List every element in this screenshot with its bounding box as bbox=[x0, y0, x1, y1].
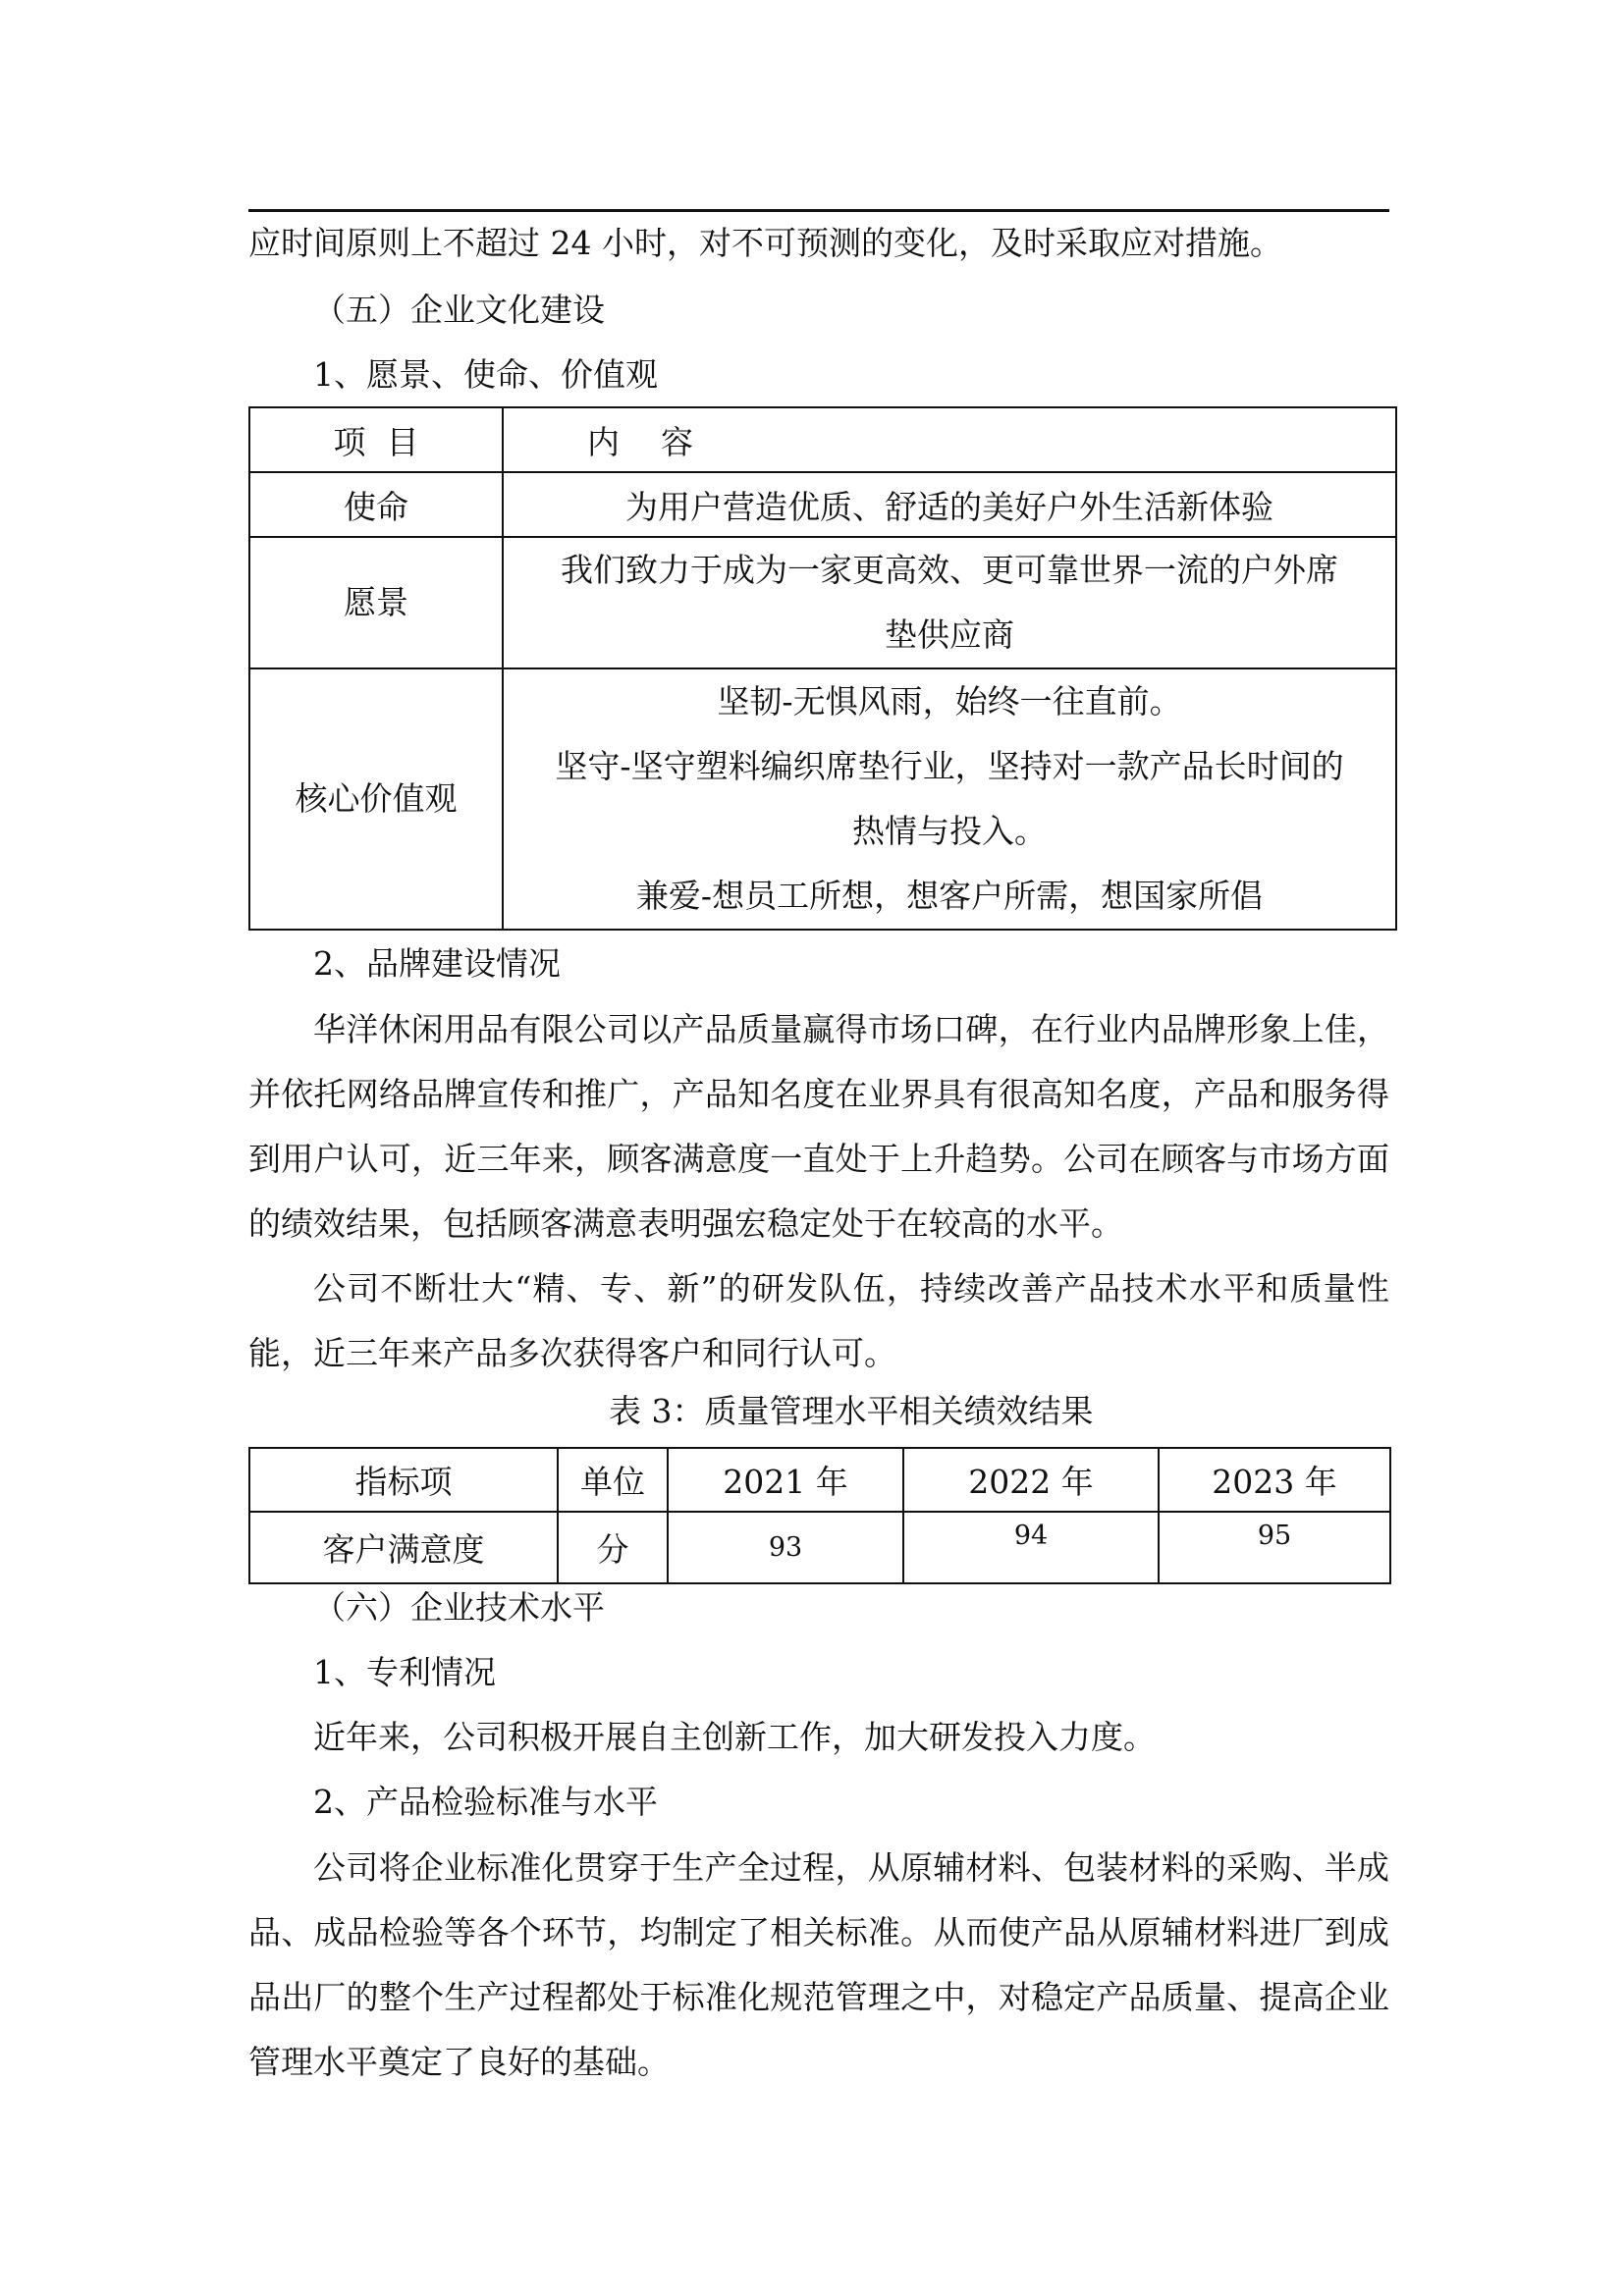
vision-cell bbox=[503, 537, 1396, 668]
values-line-1: 坚韧-无惧风雨，始终一往直前。 bbox=[717, 682, 1182, 721]
vision-line-2: 垫供应商 bbox=[885, 615, 1014, 654]
paragraph-brand: 华洋休闲用品有限公司以产品质量赢得市场口碑，在行业内品牌形象上佳，并依托网络品牌宣传和推广，产品知名度在业界具有很高知名度，产品和服务得到用户认可，近三年来，顾客满意度一直处于上升趋势。公司在顾客与市场方面的绩效结果，包括顾客满意表明强宏稳定处于在较高的水平。 bbox=[248, 1010, 1389, 1243]
table-row bbox=[249, 407, 1396, 472]
cell-2023: 95 bbox=[1159, 1512, 1390, 1583]
mission-label: 使命 bbox=[249, 472, 503, 537]
paragraph-rd: 公司不断壮大“精、专、新”的研发队伍，持续改善产品技术水平和质量性能，近三年来产品多次获得客户和同行认可。 bbox=[248, 1269, 1389, 1372]
subheading-patent: 1、专利情况 bbox=[313, 1653, 496, 1691]
cell-unit: 分 bbox=[558, 1512, 668, 1583]
vision-label: 愿景 bbox=[249, 537, 503, 668]
mission-text: 为用户营造优质、舒适的美好户外生活新体验 bbox=[503, 472, 1396, 537]
values-label: 核心价值观 bbox=[249, 668, 503, 930]
header-rule bbox=[248, 209, 1389, 212]
values-line-3: 热情与投入。 bbox=[852, 812, 1047, 850]
values-cell bbox=[503, 668, 1396, 930]
table-row bbox=[249, 472, 1396, 537]
vision-line-1: 我们致力于成为一家更高效、更可靠世界一流的户外席 bbox=[561, 551, 1338, 589]
table-row bbox=[249, 537, 1396, 668]
table-row bbox=[249, 1512, 1390, 1583]
header-item: 项 目 bbox=[249, 407, 503, 472]
section-heading-culture: （五）企业文化建设 bbox=[313, 291, 605, 329]
values-line-2: 坚守-坚守塑料编织席垫行业，坚持对一款产品长时间的 bbox=[555, 747, 1344, 785]
subheading-brand: 2、品牌建设情况 bbox=[313, 944, 561, 983]
table-row bbox=[249, 668, 1396, 930]
continued-text: 应时间原则上不超过 24 小时，对不可预测的变化，及时采取应对措施。 bbox=[248, 224, 1282, 262]
subheading-vision-mission: 1、愿景、使命、价值观 bbox=[313, 355, 658, 394]
header-content: 内 容 bbox=[503, 407, 1396, 472]
section-heading-technology: （六）企业技术水平 bbox=[313, 1588, 605, 1627]
paragraph-patent: 近年来，公司积极开展自主创新工作，加大研发投入力度。 bbox=[313, 1718, 1156, 1756]
col-header-2023: 2023 年 bbox=[1159, 1448, 1390, 1512]
cell-indicator: 客户满意度 bbox=[249, 1512, 558, 1583]
cell-2021: 93 bbox=[668, 1512, 903, 1583]
table-row bbox=[249, 1448, 1390, 1512]
paragraph-standard: 公司将企业标准化贯穿于生产全过程，从原辅材料、包装材料的采购、半成品、成品检验等各个环节，均制定了相关标准。从而使产品从原辅材料进厂到成品出厂的整个生产过程都处于标准化规范管理之中，对稳定产品质量、提高企业管理水平奠定了良好的基础。 bbox=[248, 1848, 1389, 2081]
cell-2022: 94 bbox=[903, 1512, 1159, 1583]
col-header-2022: 2022 年 bbox=[903, 1448, 1159, 1512]
col-header-2021: 2021 年 bbox=[668, 1448, 903, 1512]
values-line-4: 兼爱-想员工所想，想客户所需，想国家所倡 bbox=[635, 877, 1264, 915]
performance-table bbox=[248, 1447, 1391, 1584]
col-header-indicator: 指标项 bbox=[249, 1448, 558, 1512]
table-caption: 表 3：质量管理水平相关绩效结果 bbox=[609, 1392, 1094, 1430]
col-header-unit: 单位 bbox=[558, 1448, 668, 1512]
subheading-inspection: 2、产品检验标准与水平 bbox=[313, 1783, 658, 1821]
culture-table bbox=[248, 406, 1397, 931]
